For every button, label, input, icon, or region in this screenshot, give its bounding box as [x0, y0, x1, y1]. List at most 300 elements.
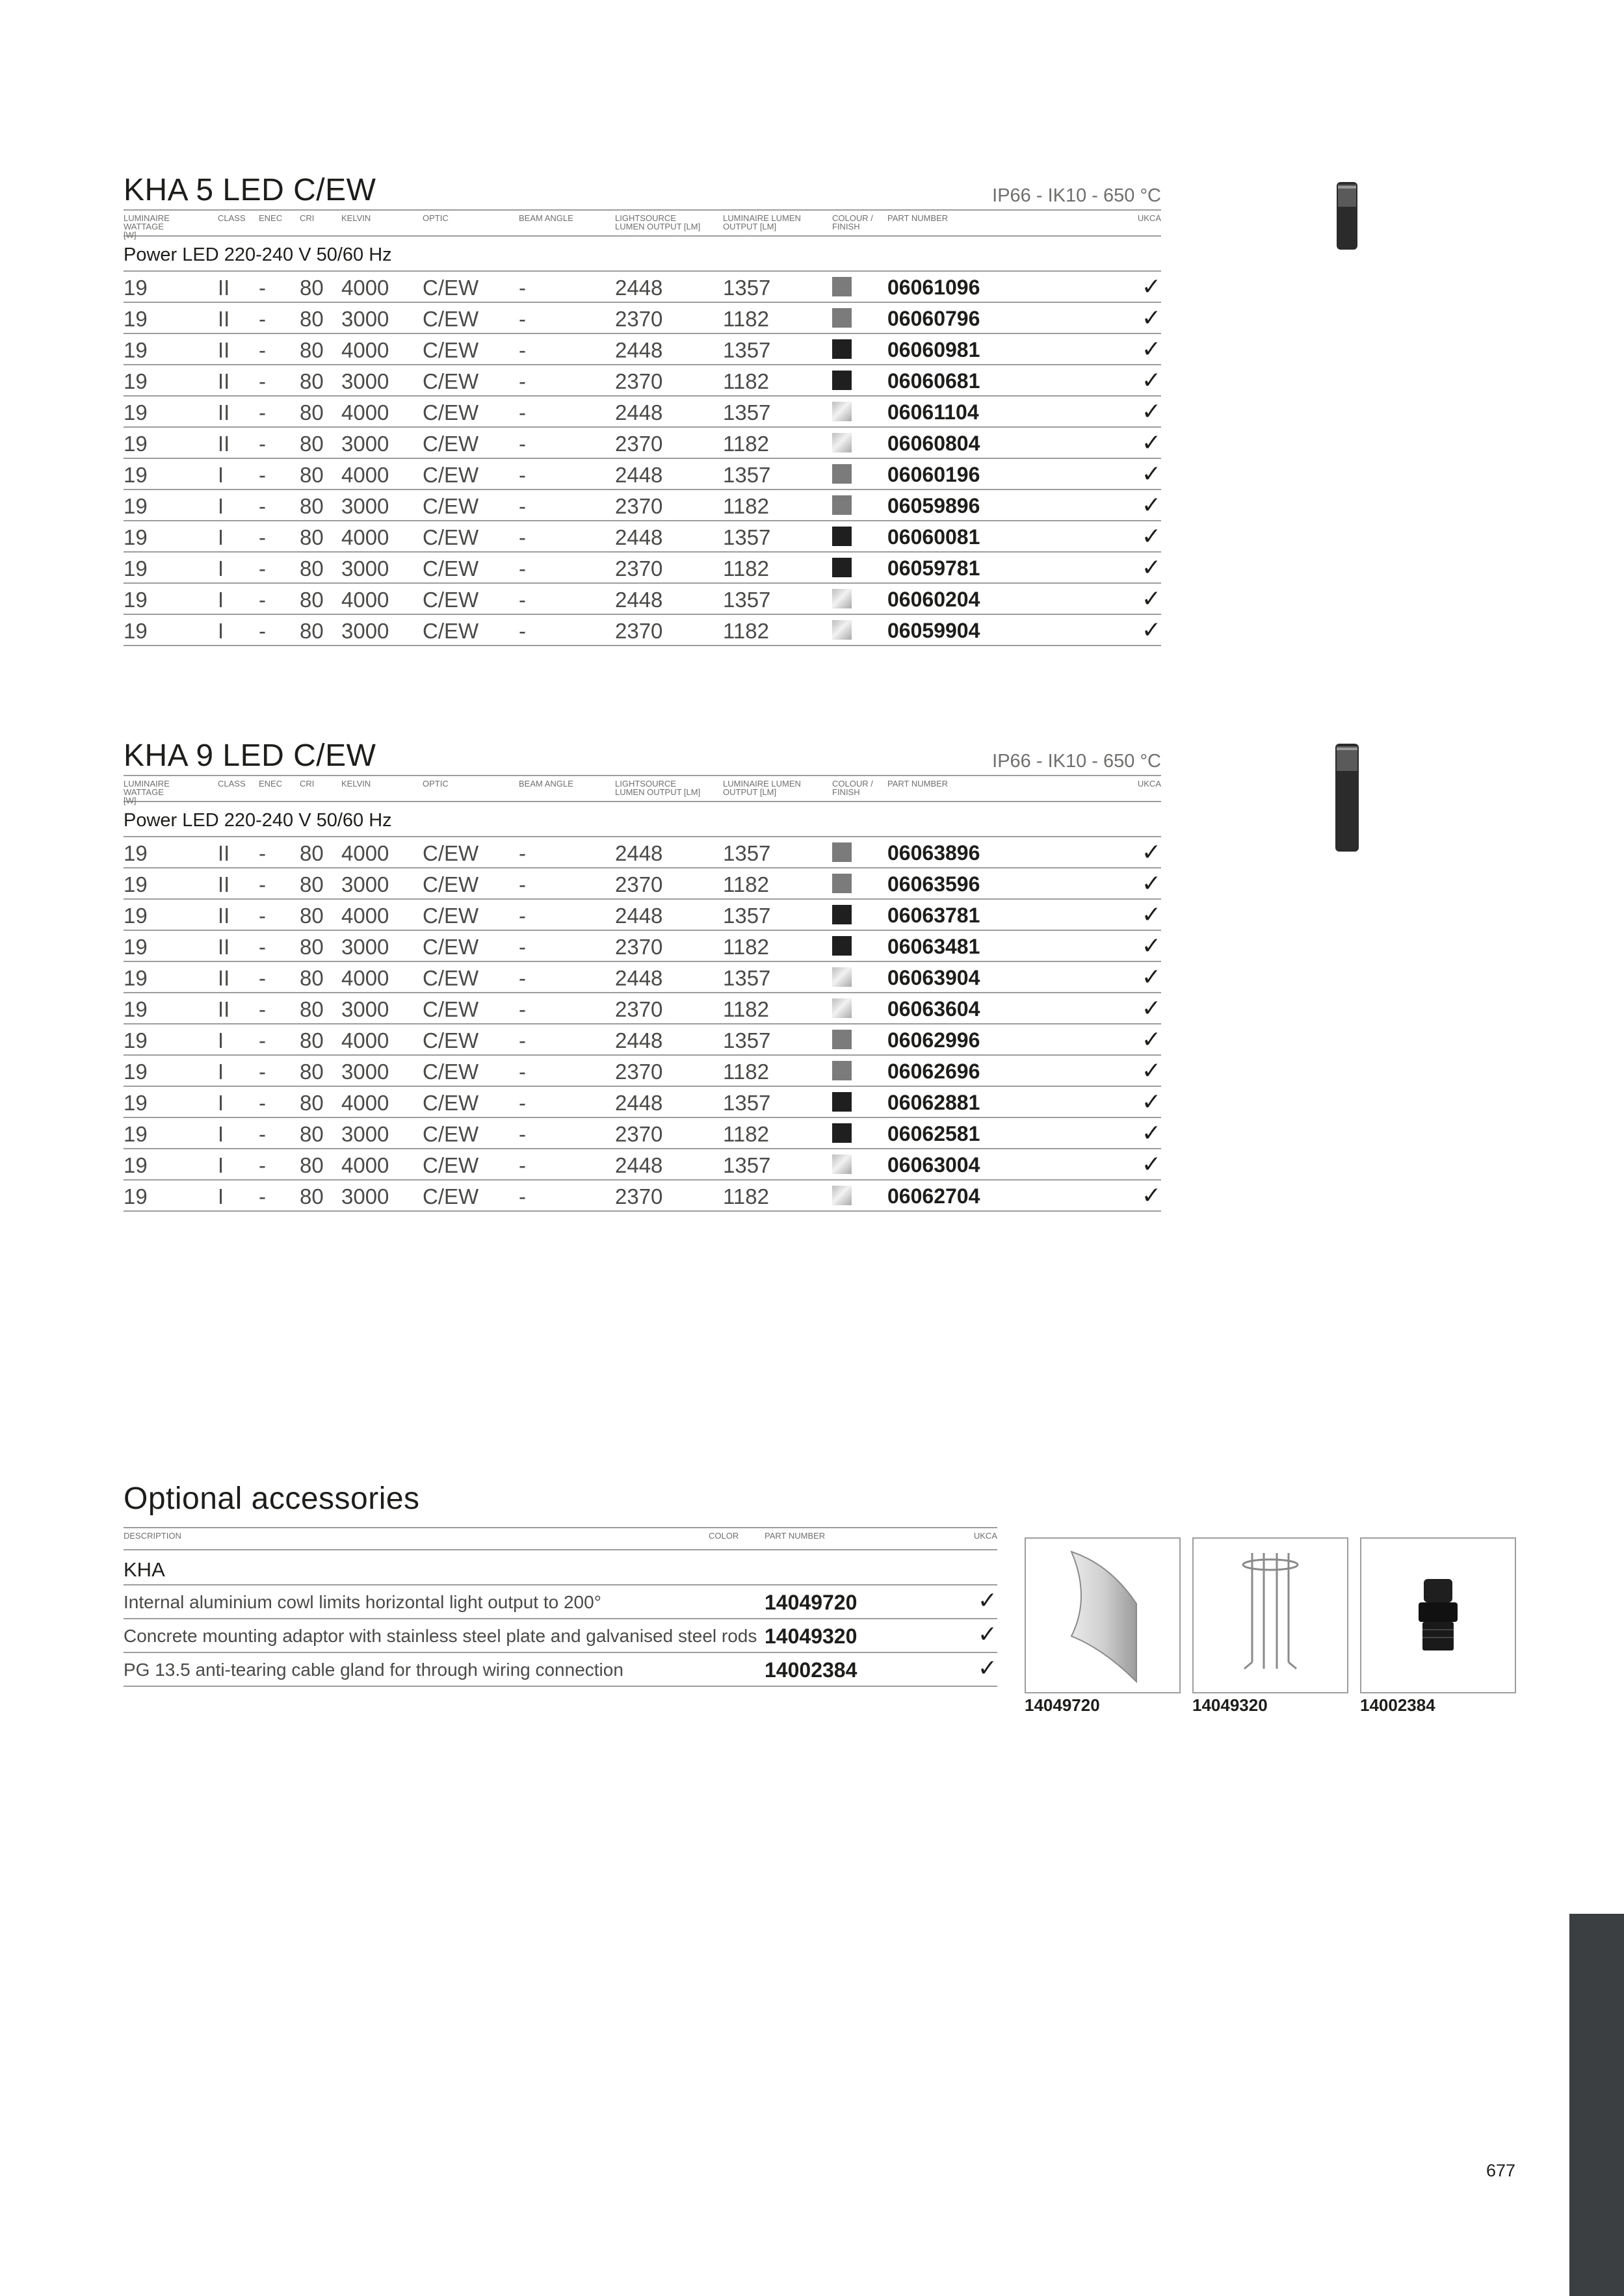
product-image-kha9: [1333, 742, 1361, 856]
cell-lightsource-lumen: 2448: [615, 1091, 663, 1115]
cell-wattage: 19: [124, 525, 148, 549]
cell-kelvin: 3000: [341, 1060, 389, 1084]
cell-optic: C/EW: [423, 1028, 479, 1052]
cell-cri: 80: [300, 588, 324, 612]
cell-lightsource-lumen: 2370: [615, 369, 663, 393]
table-body: [124, 272, 1161, 646]
col-class: CLASS: [218, 213, 246, 223]
product-title: KHA 9 LED C/EW: [124, 738, 376, 773]
finish-swatch-black: [832, 905, 852, 924]
table-row: [124, 837, 1161, 868]
group-row: [124, 802, 1161, 837]
cell-optic: C/EW: [423, 588, 479, 612]
cell-beam-angle: -: [519, 556, 526, 581]
finish-swatch-black: [832, 558, 852, 577]
cell-kelvin: 3000: [341, 1184, 389, 1208]
product-image-kha5: [1334, 181, 1360, 255]
accessory-description: Concrete mounting adaptor with stainless steel plate and galvanised steel rods: [124, 1626, 757, 1646]
cell-lightsource-lumen: 2370: [615, 556, 663, 581]
ukca-check: ✓: [1141, 367, 1161, 393]
cell-wattage: 19: [124, 966, 148, 990]
table-row: [124, 303, 1161, 334]
cell-beam-angle: -: [519, 369, 526, 393]
col-class: CLASS: [218, 779, 246, 789]
cell-class: II: [218, 338, 230, 362]
finish-swatch-grey: [832, 1061, 852, 1080]
finish-swatch-grey: [832, 308, 852, 328]
cell-part-number: 06063604: [887, 997, 980, 1021]
cell-kelvin: 4000: [341, 276, 389, 300]
ukca-check: ✓: [1141, 1088, 1161, 1115]
cell-enec: -: [259, 872, 266, 896]
col-kelvin: KELVIN: [341, 213, 371, 223]
cell-lightsource-lumen: 2448: [615, 338, 663, 362]
finish-swatch-silver: [832, 1186, 852, 1205]
cell-part-number: 06060796: [887, 307, 980, 330]
cell-optic: C/EW: [423, 1184, 479, 1208]
cell-wattage: 19: [124, 619, 148, 643]
cell-class: I: [218, 1091, 224, 1115]
table-header: [124, 775, 1161, 805]
cell-part-number: 06063004: [887, 1153, 980, 1177]
cell-kelvin: 3000: [341, 935, 389, 959]
cell-beam-angle: -: [519, 619, 526, 643]
cell-luminaire-lumen: 1357: [723, 588, 771, 612]
cell-enec: -: [259, 1028, 266, 1052]
cell-cri: 80: [300, 276, 324, 300]
cell-beam-angle: -: [519, 841, 526, 865]
cell-optic: C/EW: [423, 432, 479, 456]
cell-class: II: [218, 841, 230, 865]
cell-cri: 80: [300, 904, 324, 928]
cell-wattage: 19: [124, 935, 148, 959]
cell-class: I: [218, 588, 224, 612]
cell-class: I: [218, 556, 224, 581]
cell-enec: -: [259, 619, 266, 643]
cell-luminaire-lumen: 1182: [723, 997, 769, 1021]
cell-wattage: 19: [124, 1122, 148, 1146]
cell-lightsource-lumen: 2448: [615, 400, 663, 424]
cell-part-number: 06063896: [887, 841, 980, 865]
cell-cri: 80: [300, 935, 324, 959]
accessories-section: [124, 1482, 997, 1687]
cell-class: II: [218, 276, 230, 300]
cell-enec: -: [259, 588, 266, 612]
ukca-check: ✓: [977, 1654, 997, 1681]
cell-part-number: 06062696: [887, 1060, 980, 1083]
cell-lightsource-lumen: 2448: [615, 904, 663, 928]
cell-kelvin: 4000: [341, 904, 389, 928]
cell-beam-angle: -: [519, 400, 526, 424]
accessories-title: Optional accessories: [124, 1481, 420, 1516]
cell-cri: 80: [300, 841, 324, 865]
cell-beam-angle: -: [519, 588, 526, 612]
accessory-image-label: 14002384: [1360, 1695, 1435, 1715]
ukca-check: ✓: [1141, 870, 1161, 896]
cell-kelvin: 4000: [341, 463, 389, 487]
group-label: Power LED 220-240 V 50/60 Hz: [124, 244, 392, 265]
col-color: COLOR: [709, 1531, 739, 1541]
cell-class: II: [218, 432, 230, 456]
table-row: [124, 334, 1161, 365]
cell-wattage: 19: [124, 307, 148, 331]
cell-luminaire-lumen: 1182: [723, 619, 769, 643]
cell-kelvin: 4000: [341, 588, 389, 612]
table-row: [124, 521, 1161, 553]
table-row: [124, 1056, 1161, 1087]
table-row: [124, 1118, 1161, 1149]
cell-optic: C/EW: [423, 525, 479, 549]
cell-kelvin: 3000: [341, 432, 389, 456]
cell-optic: C/EW: [423, 276, 479, 300]
cell-kelvin: 4000: [341, 400, 389, 424]
cell-lightsource-lumen: 2370: [615, 1122, 663, 1146]
finish-swatch-grey: [832, 842, 852, 862]
cell-kelvin: 3000: [341, 494, 389, 518]
finish-swatch-black: [832, 371, 852, 390]
ukca-check: ✓: [1141, 523, 1161, 549]
cell-wattage: 19: [124, 1184, 148, 1208]
cell-part-number: 06059896: [887, 494, 980, 517]
accessories-group: [124, 1550, 997, 1585]
cell-part-number: 06060204: [887, 588, 980, 611]
cell-wattage: 19: [124, 338, 148, 362]
cell-cri: 80: [300, 619, 324, 643]
cell-part-number: 06063596: [887, 872, 980, 896]
cell-enec: -: [259, 1184, 266, 1208]
cell-lightsource-lumen: 2370: [615, 1060, 663, 1084]
cell-enec: -: [259, 1153, 266, 1177]
finish-swatch-silver: [832, 589, 852, 608]
cell-part-number: 06060981: [887, 338, 980, 361]
col-ukca: UKCA: [973, 1531, 997, 1541]
cell-beam-angle: -: [519, 966, 526, 990]
table-row: [124, 553, 1161, 584]
product-table-kha5: [124, 170, 1161, 646]
cell-class: I: [218, 1153, 224, 1177]
group-label: Power LED 220-240 V 50/60 Hz: [124, 810, 392, 831]
cell-optic: C/EW: [423, 307, 479, 331]
cell-enec: -: [259, 307, 266, 331]
col-beam: BEAM ANGLE: [519, 779, 573, 789]
cell-part-number: 06063481: [887, 935, 980, 958]
cell-beam-angle: -: [519, 935, 526, 959]
cell-kelvin: 3000: [341, 997, 389, 1021]
cell-part-number: 06062704: [887, 1184, 980, 1208]
cell-beam-angle: -: [519, 525, 526, 549]
cell-cri: 80: [300, 1153, 324, 1177]
cell-class: II: [218, 872, 230, 896]
product-title: KHA 5 LED C/EW: [124, 173, 376, 207]
cell-beam-angle: -: [519, 494, 526, 518]
table-row: [124, 993, 1161, 1024]
table-row: [124, 900, 1161, 931]
col-colour: COLOUR / FINISH: [832, 213, 873, 231]
cell-wattage: 19: [124, 872, 148, 896]
cell-luminaire-lumen: 1357: [723, 276, 771, 300]
ukca-check: ✓: [1141, 1057, 1161, 1084]
cell-lightsource-lumen: 2448: [615, 966, 663, 990]
cell-class: II: [218, 904, 230, 928]
cell-wattage: 19: [124, 276, 148, 300]
product-rating: IP66 - IK10 - 650 °C: [992, 185, 1161, 206]
cell-cri: 80: [300, 997, 324, 1021]
accessory-row: [124, 1585, 997, 1619]
product-rating: IP66 - IK10 - 650 °C: [992, 751, 1161, 772]
cell-class: I: [218, 1122, 224, 1146]
finish-swatch-silver: [832, 967, 852, 987]
cell-optic: C/EW: [423, 463, 479, 487]
cell-optic: C/EW: [423, 494, 479, 518]
ukca-check: ✓: [1141, 491, 1161, 518]
cell-cri: 80: [300, 463, 324, 487]
ukca-check: ✓: [1141, 1151, 1161, 1177]
table-row: [124, 615, 1161, 646]
ukca-check: ✓: [1141, 398, 1161, 424]
cell-cri: 80: [300, 338, 324, 362]
cell-enec: -: [259, 525, 266, 549]
cell-beam-angle: -: [519, 1028, 526, 1052]
finish-swatch-silver: [832, 402, 852, 421]
cell-lightsource-lumen: 2370: [615, 619, 663, 643]
cell-wattage: 19: [124, 997, 148, 1021]
ukca-check: ✓: [1141, 839, 1161, 865]
finish-swatch-silver: [832, 620, 852, 640]
cell-kelvin: 3000: [341, 1122, 389, 1146]
cell-luminaire-lumen: 1357: [723, 1028, 771, 1052]
cell-optic: C/EW: [423, 904, 479, 928]
page-number: 677: [1486, 2161, 1516, 2180]
cell-luminaire-lumen: 1182: [723, 369, 769, 393]
cell-wattage: 19: [124, 588, 148, 612]
table-row: [124, 931, 1161, 962]
cell-class: I: [218, 1028, 224, 1052]
col-luminaire: LUMINAIRE LUMEN OUTPUT [LM]: [723, 213, 801, 231]
table-header: [124, 209, 1161, 240]
ukca-check: ✓: [1141, 963, 1161, 990]
cell-optic: C/EW: [423, 872, 479, 896]
finish-swatch-silver: [832, 433, 852, 452]
cell-part-number: 06062996: [887, 1028, 980, 1052]
table-row: [124, 459, 1161, 490]
cell-class: II: [218, 307, 230, 331]
cell-kelvin: 3000: [341, 619, 389, 643]
cell-wattage: 19: [124, 1091, 148, 1115]
cell-luminaire-lumen: 1182: [723, 307, 769, 331]
cell-part-number: 06059781: [887, 556, 980, 580]
cell-luminaire-lumen: 1357: [723, 400, 771, 424]
col-colour: COLOUR / FINISH: [832, 779, 873, 797]
cell-beam-angle: -: [519, 463, 526, 487]
finish-swatch-black: [832, 1123, 852, 1143]
accessory-row: [124, 1619, 997, 1653]
cell-beam-angle: -: [519, 997, 526, 1021]
group-label: KHA: [124, 1558, 165, 1581]
cell-wattage: 19: [124, 494, 148, 518]
ukca-check: ✓: [1141, 273, 1161, 300]
col-part: PART NUMBER: [765, 1531, 826, 1541]
cell-luminaire-lumen: 1182: [723, 872, 769, 896]
cell-lightsource-lumen: 2370: [615, 307, 663, 331]
cell-enec: -: [259, 997, 266, 1021]
cell-wattage: 19: [124, 841, 148, 865]
cell-class: II: [218, 369, 230, 393]
col-kelvin: KELVIN: [341, 779, 371, 789]
cell-class: I: [218, 1184, 224, 1208]
cell-kelvin: 3000: [341, 556, 389, 581]
cell-kelvin: 4000: [341, 966, 389, 990]
cell-part-number: 06061096: [887, 276, 980, 299]
table-row: [124, 397, 1161, 428]
cell-class: I: [218, 494, 224, 518]
cell-beam-angle: -: [519, 1060, 526, 1084]
cell-luminaire-lumen: 1182: [723, 1060, 769, 1084]
cell-luminaire-lumen: 1182: [723, 1122, 769, 1146]
col-ukca: UKCA: [1137, 213, 1161, 223]
cell-enec: -: [259, 338, 266, 362]
cell-part-number: 06063904: [887, 966, 980, 989]
accessory-image-label: 14049320: [1192, 1695, 1268, 1715]
cell-enec: -: [259, 1060, 266, 1084]
cell-beam-angle: -: [519, 276, 526, 300]
col-optic: OPTIC: [423, 213, 449, 223]
cell-class: I: [218, 463, 224, 487]
cell-wattage: 19: [124, 463, 148, 487]
cell-optic: C/EW: [423, 841, 479, 865]
ukca-check: ✓: [1141, 335, 1161, 362]
cell-lightsource-lumen: 2370: [615, 997, 663, 1021]
cell-part-number: 06059904: [887, 619, 980, 642]
cell-cri: 80: [300, 872, 324, 896]
cell-luminaire-lumen: 1357: [723, 966, 771, 990]
cell-luminaire-lumen: 1357: [723, 525, 771, 549]
cell-lightsource-lumen: 2370: [615, 1184, 663, 1208]
ukca-check: ✓: [1141, 932, 1161, 959]
cell-luminaire-lumen: 1357: [723, 904, 771, 928]
cell-beam-angle: -: [519, 904, 526, 928]
col-luminaire: LUMINAIRE LUMEN OUTPUT [LM]: [723, 779, 801, 797]
cell-luminaire-lumen: 1182: [723, 494, 769, 518]
accessory-image-cowl: [1025, 1537, 1181, 1693]
finish-swatch-black: [832, 527, 852, 546]
table-body: [124, 837, 1161, 1212]
cell-enec: -: [259, 935, 266, 959]
finish-swatch-grey: [832, 277, 852, 296]
cell-enec: -: [259, 276, 266, 300]
cell-lightsource-lumen: 2448: [615, 463, 663, 487]
cell-luminaire-lumen: 1357: [723, 841, 771, 865]
cell-beam-angle: -: [519, 1184, 526, 1208]
col-enec: ENEC: [259, 213, 283, 223]
product-table-kha9: [124, 736, 1161, 1212]
cell-class: I: [218, 525, 224, 549]
cell-wattage: 19: [124, 1060, 148, 1084]
cell-part-number: 06060804: [887, 432, 980, 455]
cell-cri: 80: [300, 432, 324, 456]
finish-swatch-grey: [832, 874, 852, 893]
cell-lightsource-lumen: 2448: [615, 276, 663, 300]
cell-class: II: [218, 966, 230, 990]
accessory-part-number: 14002384: [765, 1658, 858, 1682]
cell-beam-angle: -: [519, 1091, 526, 1115]
cell-enec: -: [259, 494, 266, 518]
ukca-check: ✓: [977, 1587, 997, 1613]
cell-enec: -: [259, 1122, 266, 1146]
cell-optic: C/EW: [423, 935, 479, 959]
table-row: [124, 1024, 1161, 1056]
cell-class: II: [218, 997, 230, 1021]
accessory-row: [124, 1653, 997, 1687]
accessory-description: Internal aluminium cowl limits horizontal light output to 200°: [124, 1592, 601, 1612]
cell-optic: C/EW: [423, 1091, 479, 1115]
cell-cri: 80: [300, 400, 324, 424]
cell-beam-angle: -: [519, 1153, 526, 1177]
cell-part-number: 06060681: [887, 369, 980, 393]
cell-enec: -: [259, 369, 266, 393]
cell-kelvin: 3000: [341, 872, 389, 896]
cell-cri: 80: [300, 1091, 324, 1115]
ukca-check: ✓: [1141, 1119, 1161, 1146]
col-wattage: LUMINAIRE WATTAGE [W]: [124, 213, 170, 240]
finish-swatch-black: [832, 1092, 852, 1112]
ukca-check: ✓: [1141, 554, 1161, 581]
accessory-image-gland: [1360, 1537, 1516, 1693]
cell-kelvin: 3000: [341, 369, 389, 393]
finish-swatch-black: [832, 936, 852, 956]
group-row: [124, 237, 1161, 272]
cell-part-number: 06062581: [887, 1122, 980, 1145]
cell-part-number: 06063781: [887, 904, 980, 927]
table-row: [124, 962, 1161, 993]
table-row: [124, 428, 1161, 459]
cell-optic: C/EW: [423, 1122, 479, 1146]
ukca-check: ✓: [1141, 1182, 1161, 1208]
col-cri: CRI: [300, 779, 315, 789]
cell-lightsource-lumen: 2370: [615, 935, 663, 959]
cell-lightsource-lumen: 2370: [615, 494, 663, 518]
cell-optic: C/EW: [423, 556, 479, 581]
cell-enec: -: [259, 904, 266, 928]
cell-part-number: 06060081: [887, 525, 980, 549]
cell-beam-angle: -: [519, 307, 526, 331]
cell-kelvin: 4000: [341, 1091, 389, 1115]
cell-beam-angle: -: [519, 1122, 526, 1146]
cell-kelvin: 4000: [341, 1028, 389, 1052]
cell-lightsource-lumen: 2448: [615, 841, 663, 865]
finish-swatch-grey: [832, 464, 852, 484]
table-row: [124, 1087, 1161, 1118]
cell-cri: 80: [300, 966, 324, 990]
ukca-check: ✓: [977, 1621, 997, 1647]
cell-beam-angle: -: [519, 432, 526, 456]
ukca-check: ✓: [1141, 585, 1161, 612]
cell-beam-angle: -: [519, 872, 526, 896]
cell-class: II: [218, 935, 230, 959]
col-ukca: UKCA: [1137, 779, 1161, 789]
cell-optic: C/EW: [423, 966, 479, 990]
table-row: [124, 584, 1161, 615]
table-row: [124, 868, 1161, 900]
ukca-check: ✓: [1141, 616, 1161, 643]
cell-optic: C/EW: [423, 997, 479, 1021]
finish-swatch-grey: [832, 1030, 852, 1049]
accessories-header: [124, 1527, 997, 1550]
cell-cri: 80: [300, 494, 324, 518]
finish-swatch-black: [832, 339, 852, 359]
cell-class: II: [218, 400, 230, 424]
cell-class: I: [218, 1060, 224, 1084]
cell-luminaire-lumen: 1357: [723, 1091, 771, 1115]
